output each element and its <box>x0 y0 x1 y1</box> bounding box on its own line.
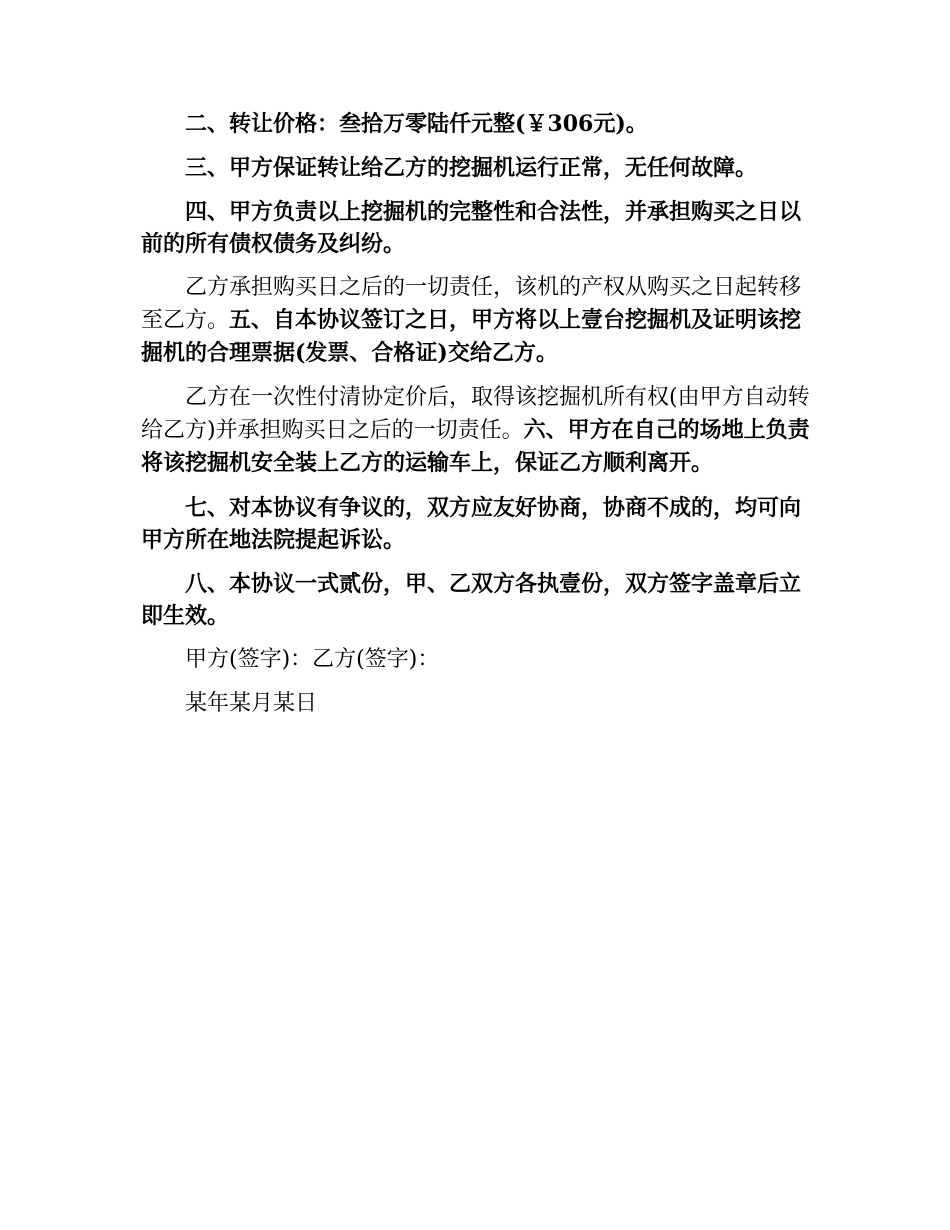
document-body <box>141 108 813 732</box>
clause-2-price <box>141 108 813 140</box>
clause-4-text: 四、甲方负责以上挖掘机的完整性和合法性，并承担购买之日以前的所有债权债务及纠纷。 <box>141 199 802 257</box>
date-text: 某年某月某日 <box>185 691 318 716</box>
paragraph-payment-delivery <box>141 382 813 480</box>
signature-text: 甲方(签字)：乙方(签字)： <box>185 647 440 672</box>
clause-3-text: 三、甲方保证转让给乙方的挖掘机运行正常，无任何故障。 <box>185 155 758 181</box>
clause-8-effect <box>141 568 813 632</box>
clause-6-text: 六、甲方在自己的场地上负责将该挖掘机安全装上乙方的运输车上，保证乙方顺利离开。 <box>141 417 810 476</box>
clause-4-responsibility <box>141 196 813 260</box>
date-line <box>141 688 813 720</box>
clause-2-text: 二、转让价格：叁拾万零陆仟元整(￥306元)。 <box>185 111 648 137</box>
clause-7-dispute <box>141 492 813 556</box>
signature-line <box>141 644 813 676</box>
paragraph-ownership-transfer <box>141 272 813 370</box>
clause-7-text: 七、对本协议有争议的，双方应友好协商，协商不成的，均可向甲方所在地法院提起诉讼。 <box>141 495 802 553</box>
payment-text: 乙方在一次性付清协定价后，取得该挖掘机所有权(由甲方自动转给乙方)并承担购买日之后的一切责任。 <box>141 385 810 443</box>
clause-8-text: 八、本协议一式贰份，甲、乙双方各执壹份，双方签字盖章后立即生效。 <box>141 571 802 629</box>
ownership-transfer-text: 乙方承担购买日之后的一切责任，该机的产权从购买之日起转移至乙方。 <box>141 275 802 333</box>
clause-3-guarantee <box>141 152 813 184</box>
clause-5-text: 五、自本协议签订之日，甲方将以上壹台挖掘机及证明该挖掘机的合理票据(发票、合格证)交给乙方。 <box>141 307 802 366</box>
